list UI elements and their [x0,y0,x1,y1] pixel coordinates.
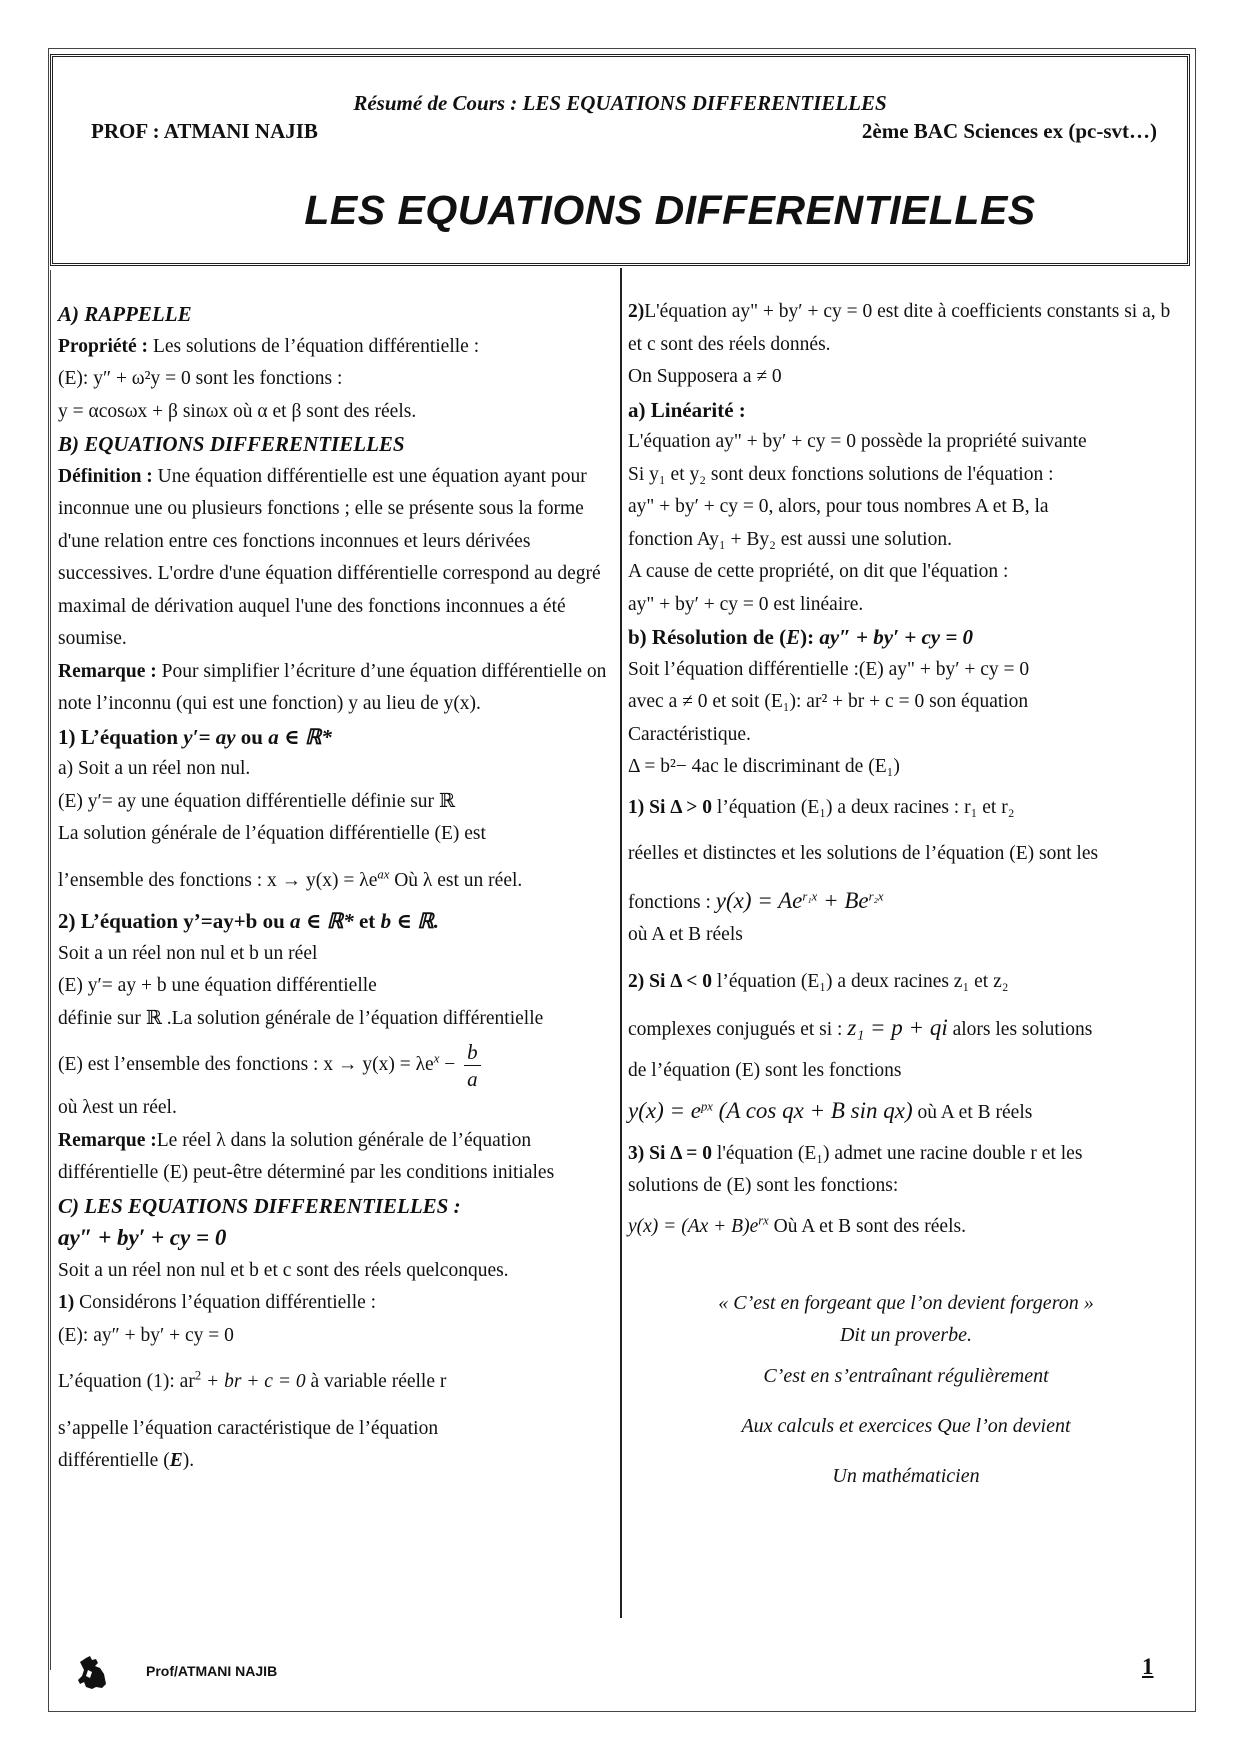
definition-paragraph [58,461,613,656]
quote-line-4: Aux calculs et exercices Que l’on devient [741,1415,1071,1437]
left-rule [50,270,51,1670]
resolution-title-e: E [786,625,801,649]
section-a-title: A) RAPPELLE [58,302,192,326]
section-c-line-2-text: Considérons l’équation différentielle : [74,1292,377,1313]
remark-2-text: Le réel λ dans la solution générale de l’équation différentielle (E) peut-être déterminé par les conditions initiales [58,1129,555,1183]
section-c-line-2 [58,1287,613,1320]
property-paragraph [58,331,613,364]
subsection-2-exponent: x [433,1051,440,1066]
case-3-label: 3) Si Δ = 0 [628,1142,713,1164]
case-1-line-1 [628,792,1184,825]
page-title: LES EQUATIONS DIFFERENTIELLES [304,187,1036,233]
case-1-solution-b: + Be [817,887,869,913]
subsection-1-equation-line: (E) y′= ay une équation différentielle définie sur ℝ [58,790,456,812]
case-1-solution [628,885,1184,920]
subsection-1-title-part: 1) L’équation [58,724,184,749]
section-c-item-number: 1) [58,1292,75,1313]
subsection-2-title-part: 2) L’équation y’=ay+b ou [58,909,291,933]
linearity-line-5: A cause de cette propriété, on dit que l'équation : [628,561,1009,582]
section-c-equation: ay″ + by′ + cy = 0 [58,1225,227,1250]
subsection-1-solution-end: Où λ est un réel. [389,869,523,891]
remark-2-paragraph [58,1125,613,1190]
right-intro-number: 2) [628,301,645,322]
case-2-line-2 [628,1012,1184,1047]
definition-text: Une équation différentielle est une équation ayant pour inconnue une ou plusieurs fonctions ; elle se présente sous la forme d'une relation entre ces fonctions inconnues et leurs dérivées successives. L'ordre d'une équation différentielle correspond au degré maximal de dérivation auquel l'une des fonctions inconnues a été soumise. [58,465,601,649]
right-intro [628,296,1184,361]
case-3-exponent: rx [758,1213,769,1227]
footer-author: Prof/ATMANI NAJIB [146,1663,278,1679]
fraction-b-over-a [464,1039,481,1092]
linearity-title: a) Linéarité : [628,397,746,422]
quote-line-3: C’est en s’entraînant régulièrement [763,1365,1049,1387]
subsection-2-condition-a: a ∈ ℝ* [290,909,354,933]
case-2-solution-a: y(x) = e [628,1098,701,1123]
subsection-1-general: La solution générale de l’équation différentielle (E) est [58,823,486,844]
linearity-line-1: L'équation ay" + by′ + cy = 0 possède la propriété suivante [628,431,1087,452]
characteristic-equation [58,1366,613,1399]
case-1-solution-a: y(x) = Ae [715,887,803,913]
case-2-line-1 [628,966,1184,999]
header-box [50,54,1190,266]
case-2-line-2-a: complexes conjugués et si : [628,1019,848,1040]
right-assumption: On Supposera a ≠ 0 [628,366,782,387]
case-2-z1: z₁ = p + qi [847,1015,948,1040]
case-1-text: l’équation (E₁) a deux racines : r₁ et r₂ [712,796,1015,818]
resolution-title-a: b) Résolution de ( [628,625,787,649]
case-1-exponent-2: r₂x [868,889,884,903]
resolution-line-3: Caractéristique. [628,723,751,745]
case-2-exponent: px [700,1099,713,1114]
case-3-line-1 [628,1138,1184,1171]
characteristic-equation-c: à variable réelle r [305,1371,447,1392]
subsection-1-title [58,721,613,754]
characteristic-equation-b: + br + c = 0 [201,1371,306,1392]
column-divider [620,268,622,1618]
section-c-line-6-a: différentielle ( [58,1450,170,1471]
case-1-line-2: réelles et distinctes et les solutions de l’équation (E) sont les [628,843,1099,864]
subsection-2-condition-b: b ∈ ℝ. [380,909,439,933]
section-c-line-1: Soit a un réel non nul et b et c sont des réels quelconques. [58,1259,509,1281]
section-c-title: C) LES EQUATIONS DIFFERENTIELLES : [58,1193,461,1218]
linearity-line-4: fonction Ay₁ + By₂ est aussi une solution. [628,528,952,550]
resolution-title [628,621,1184,654]
characteristic-equation-a: L’équation (1): ar [58,1371,195,1392]
case-2-solution-b: (A cos qx + B sin qx) [712,1098,913,1123]
right-column [628,296,1184,1492]
subsection-1-solution-text: l’ensemble des fonctions : x → y(x) = λe [58,869,378,891]
resolution-title-c: ): [800,625,820,649]
resolution-line-4: Δ = b²− 4ac le discriminant de (E₁) [628,756,900,777]
section-c-line-3: (E): ay″ + by′ + cy = 0 [58,1324,234,1346]
linearity-line-3: ay" + by′ + cy = 0, alors, pour tous nombres A et B, la [628,496,1049,517]
case-3-line-2: solutions de (E) sont les fonctions: [628,1175,899,1196]
subsection-2-solution [58,1039,613,1092]
case-3-solution [628,1211,1184,1244]
prof-name: PROF : ATMANI NAJIB [91,119,318,143]
section-c-line-6-c: ). [182,1450,195,1471]
remark-text: Pour simplifier l’écriture d’une équation différentielle on note l’inconnu (qui est une fonction) y au lieu de y(x). [58,660,607,714]
property-solution: y = αcosωx + β sinωx où α et β sont des réels. [58,400,417,422]
case-2-solution [628,1095,1184,1130]
quote-line-5: Un mathématicien [832,1465,980,1487]
subsection-2-solution-text: (E) est l’ensemble des fonctions : x → y(x) = λe [58,1053,434,1075]
case-3-solution-a: y(x) = (Ax + B)e [628,1215,759,1237]
page-number: 1 [1142,1654,1154,1679]
subsection-1-title-or: ou [235,724,269,749]
proverb-quote [628,1287,1184,1492]
property-equation: (E): y″ + ω²y = 0 sont les fonctions : [58,368,343,389]
remark-2-label: Remarque : [58,1129,157,1151]
case-2-line-2-c: alors les solutions [947,1019,1093,1040]
property-label: Propriété : [58,335,149,357]
subsection-1-a: a) Soit a un réel non nul. [58,758,251,779]
resolution-line-1: Soit l’équation différentielle :(E) ay" + by′ + cy = 0 [628,658,1030,680]
case-3-solution-b: Où A et B sont des réels. [768,1215,966,1237]
case-2-label: 2) Si Δ < 0 [628,970,713,992]
subsection-1-exponent: ax [377,867,390,881]
subsection-1-equation: y′= ay [183,724,236,749]
section-c-line-6-e: E [169,1450,183,1471]
fraction-denominator: a [467,1067,478,1091]
subsection-1-solution [58,865,613,898]
case-2-line-3: de l’équation (E) sont les fonctions [628,1059,902,1081]
property-text: Les solutions de l’équation différentielle : [148,335,480,357]
subsection-2-title-and: et [353,909,381,933]
remark-label: Remarque : [58,660,157,682]
fraction-numerator: b [464,1039,481,1066]
thinker-icon [76,1654,110,1690]
remark-paragraph [58,656,613,721]
resolution-title-equation: ay″ + by′ + cy = 0 [819,625,974,649]
section-b-title: B) EQUATIONS DIFFERENTIELLES [58,432,405,456]
case-2-solution-c: où A et B réels [912,1102,1033,1123]
left-column [58,298,613,1478]
subsection-2-minus: − [439,1053,461,1075]
subsection-1-condition: a ∈ ℝ* [268,724,332,749]
case-1-line-4: où A et B réels [628,924,743,945]
quote-line-1: « C’est en forgeant que l’on devient forgeron » [718,1292,1094,1314]
case-2-text: l’équation (E₁) a deux racines z₁ et z₂ [712,970,1009,992]
class-level: 2ème BAC Sciences ex (pc-svt…) [861,119,1157,143]
course-subtitle: Résumé de Cours : LES EQUATIONS DIFFERENTIELLES [353,91,887,115]
quote-line-2: Dit un proverbe. [839,1324,972,1346]
section-c-line-6 [58,1445,613,1478]
subsection-2-line-5: où λest un réel. [58,1097,177,1118]
subsection-2-title [58,905,613,938]
case-3-text: l'équation (E₁) admet une racine double r et les [712,1142,1083,1164]
definition-label: Définition : [58,465,153,487]
case-1-label: 1) Si Δ > 0 [628,796,713,818]
subsection-2-line-2: (E) y′= ay + b une équation différentielle [58,975,377,996]
characteristic-exponent: 2 [194,1368,202,1383]
right-intro-text: L'équation ay" + by′ + cy = 0 est dite à coefficients constants si a, b et c sont des réels donnés. [628,301,1171,355]
linearity-line-6: ay" + by′ + cy = 0 est linéaire. [628,593,864,615]
case-1-solution-label: fonctions : [628,891,716,913]
subsection-2-line-3: définie sur ℝ .La solution générale de l’équation différentielle [58,1007,544,1029]
resolution-line-2: avec a ≠ 0 et soit (E₁): ar² + br + c = 0 son équation [628,691,1029,712]
subsection-2-line-1: Soit a un réel non nul et b un réel [58,942,318,964]
case-1-exponent-1: r₁x [802,889,818,903]
linearity-line-2: Si y₁ et y₂ sont deux fonctions solutions de l'équation : [628,463,1054,485]
section-c-line-5: s’appelle l’équation caractéristique de l’équation [58,1417,439,1439]
